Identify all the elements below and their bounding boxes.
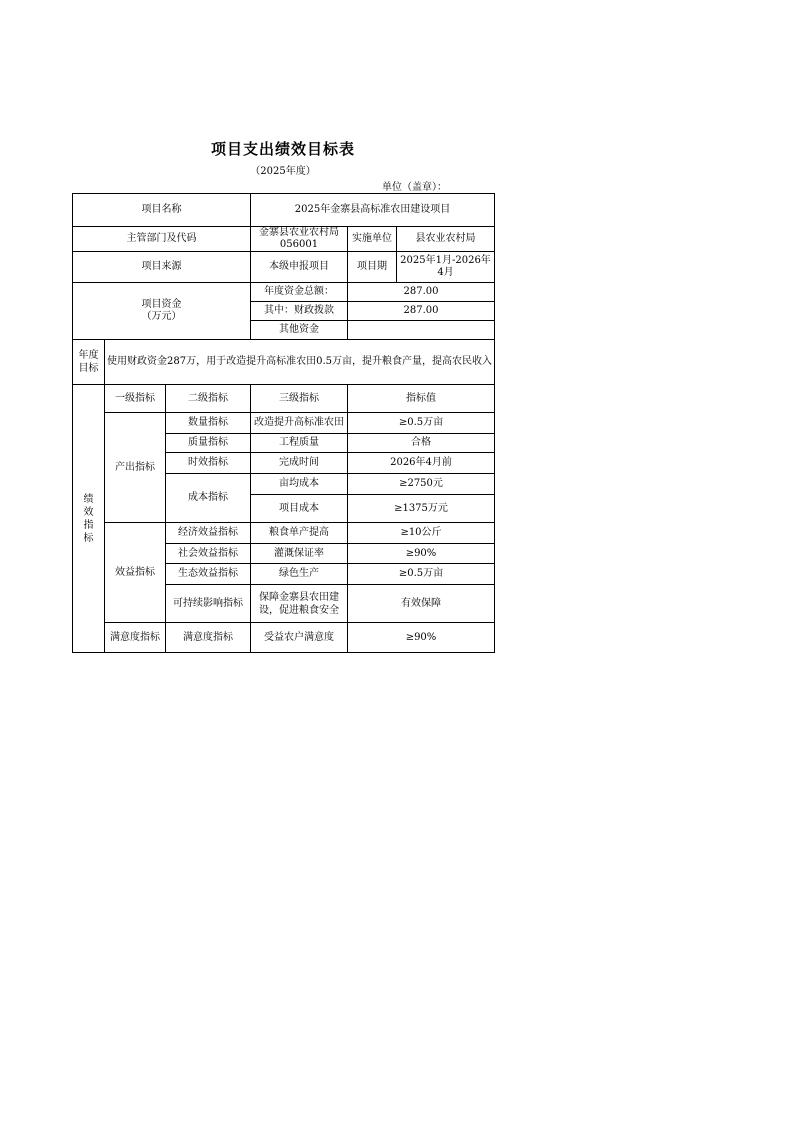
annual-goal-text: 使用财政资金287万，用于改造提升高标准农田0.5万亩，提升粮食产量，提高农民收入 (105, 340, 495, 385)
level2-cell: 成本指标 (166, 474, 251, 523)
indicator-group-label (73, 385, 105, 653)
row-project-name (73, 194, 495, 227)
year-subtitle: （2025年度） (250, 166, 316, 177)
level2-cell: 时效指标 (166, 453, 251, 474)
level3-cell: 绿色生产 (251, 564, 348, 585)
table-row (73, 413, 495, 434)
value-cell: ≥0.5万亩 (348, 413, 495, 434)
table-row (73, 523, 495, 544)
annual-goal-label-text: 年度目标 (78, 350, 99, 374)
level3-cell: 工程质量 (251, 434, 348, 453)
output-indicator-label: 产出指标 (105, 413, 166, 523)
value-cell: ≥90% (348, 623, 495, 653)
value-cell: ≥0.5万亩 (348, 564, 495, 585)
value-cell: ≥1375万元 (348, 495, 495, 523)
funds-label-line2: （万元） (141, 311, 182, 322)
col-value-header: 指标值 (348, 385, 495, 413)
level2-cell: 数量指标 (166, 413, 251, 434)
level2-cell: 质量指标 (166, 434, 251, 453)
period-label: 项目期 (348, 252, 397, 283)
funds-other-label: 其他资金 (251, 321, 348, 340)
funds-total-value: 287.00 (348, 283, 495, 302)
value-cell: 2026年4月前 (348, 453, 495, 474)
value-cell: 合格 (348, 434, 495, 453)
col-level3-header: 三级指标 (251, 385, 348, 413)
annual-goal-label (73, 340, 105, 385)
period-value: 2025年1月-2026年4月 (397, 252, 495, 283)
project-name-value: 2025年金寨县高标准农田建设项目 (251, 194, 495, 227)
row-department (73, 227, 495, 252)
level2-cell: 可持续影响指标 (166, 585, 251, 623)
level2-cell: 社会效益指标 (166, 544, 251, 564)
level2-cell: 生态效益指标 (166, 564, 251, 585)
value-cell: 有效保障 (348, 585, 495, 623)
department-value: 金寨县农业农村局056001 (251, 227, 348, 252)
level3-cell: 完成时间 (251, 453, 348, 474)
level3-cell: 灌溉保证率 (251, 544, 348, 564)
row-indicator-header (73, 385, 495, 413)
department-label: 主管部门及代码 (73, 227, 251, 252)
funds-total-label: 年度资金总额： (251, 283, 348, 302)
implementing-unit-value: 县农业农村局 (397, 227, 495, 252)
row-annual-goal (73, 340, 495, 385)
value-cell: ≥10公斤 (348, 523, 495, 544)
funds-label (73, 283, 251, 340)
value-cell: ≥2750元 (348, 474, 495, 495)
level3-cell: 亩均成本 (251, 474, 348, 495)
indicator-group-text: 绩效指标 (83, 493, 94, 544)
level2-cell: 经济效益指标 (166, 523, 251, 544)
level3-cell: 保障金寨县农田建设，促进粮食安全 (251, 585, 348, 623)
satisfaction-indicator-label: 满意度指标 (105, 623, 166, 653)
col-level2-header: 二级指标 (166, 385, 251, 413)
level3-cell: 改造提升高标准农田 (251, 413, 348, 434)
performance-target-table (72, 193, 495, 653)
benefit-indicator-label: 效益指标 (105, 523, 166, 623)
funds-fiscal-value: 287.00 (348, 302, 495, 321)
level3-cell: 受益农户满意度 (251, 623, 348, 653)
row-funds-total (73, 283, 495, 302)
level3-cell: 粮食单产提高 (251, 523, 348, 544)
col-level1-header: 一级指标 (105, 385, 166, 413)
unit-seal-label: 单位（盖章）： (382, 182, 447, 193)
funds-label-line1: 项目资金 (141, 299, 182, 310)
implementing-unit-label: 实施单位 (348, 227, 397, 252)
funds-other-value (348, 321, 495, 340)
table-row (73, 623, 495, 653)
value-cell: ≥90% (348, 544, 495, 564)
source-label: 项目来源 (73, 252, 251, 283)
level3-cell: 项目成本 (251, 495, 348, 523)
row-source (73, 252, 495, 283)
level2-cell: 满意度指标 (166, 623, 251, 653)
source-value: 本级申报项目 (251, 252, 348, 283)
project-name-label: 项目名称 (73, 194, 251, 227)
page-title: 项目支出绩效目标表 (210, 140, 355, 158)
funds-fiscal-label: 其中：财政拨款 (251, 302, 348, 321)
